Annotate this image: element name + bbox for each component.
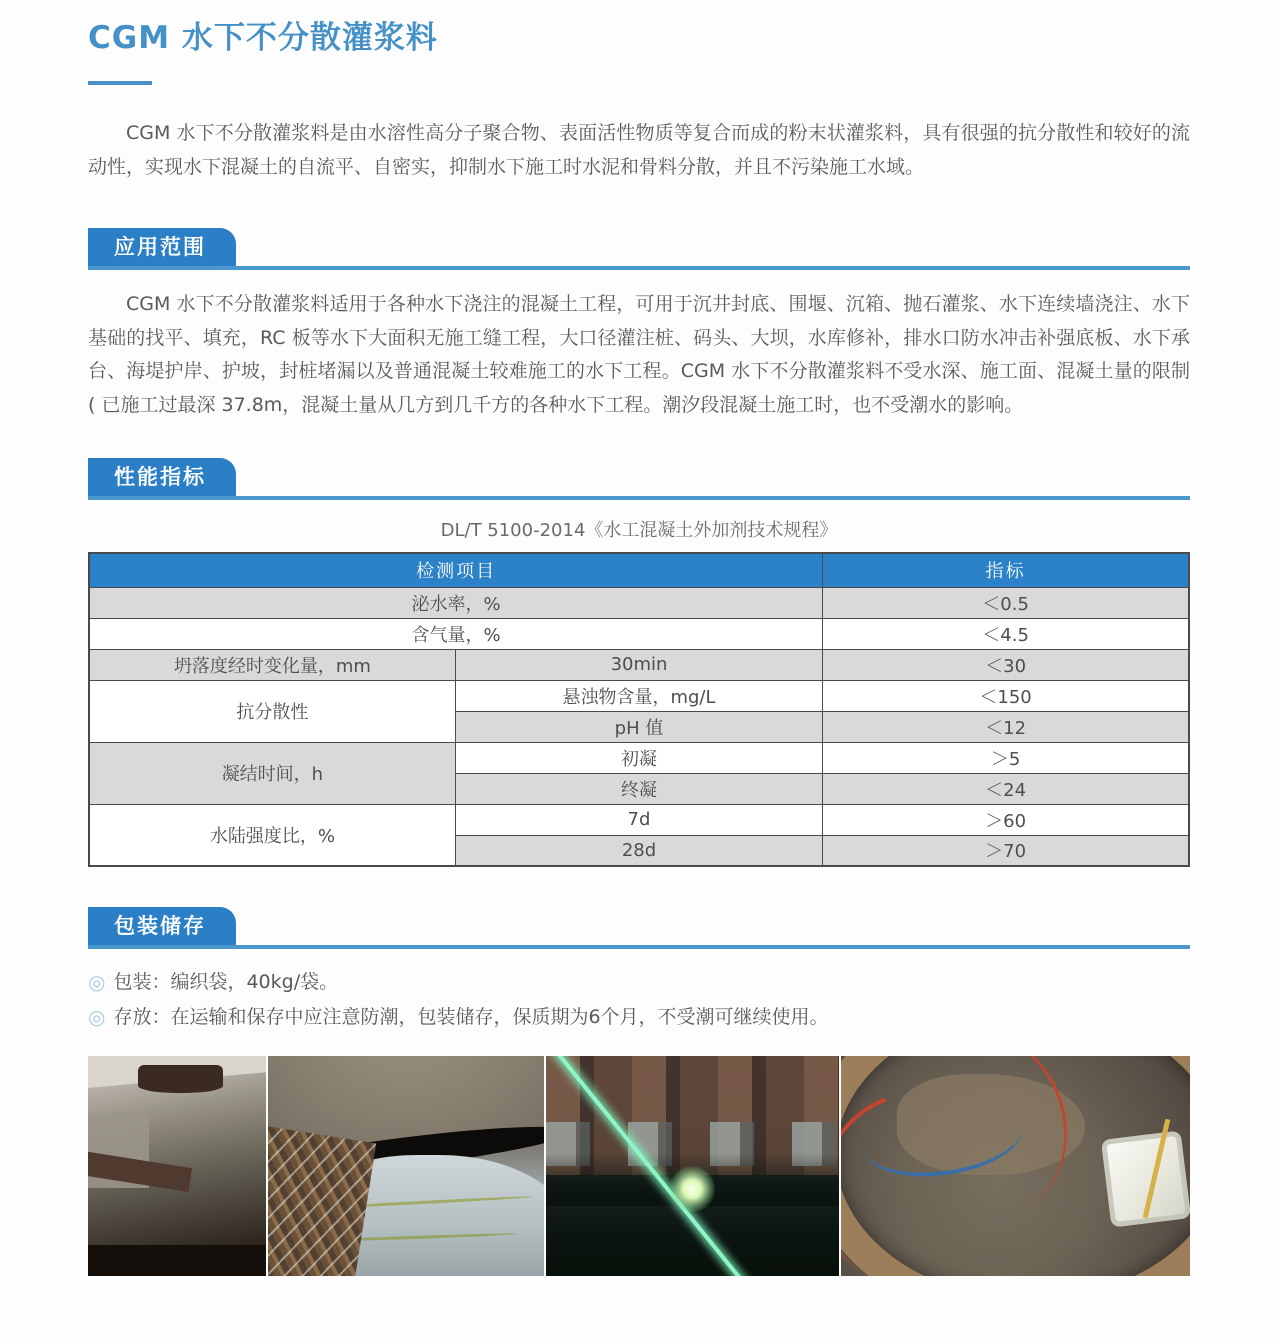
- table-cell: ＞70: [823, 835, 1189, 866]
- table-cell: ＜12: [823, 711, 1189, 742]
- section-head-performance: [88, 458, 1190, 500]
- table-header-row: [89, 553, 1189, 587]
- content-area: [88, 0, 1190, 1276]
- table-cell: 30min: [455, 649, 822, 680]
- table-cell: 悬浊物含量，mg/L: [455, 680, 822, 711]
- table-cell: 抗分散性: [89, 680, 455, 742]
- bullet-text: 存放：在运输和保存中应注意防潮，包装储存，保质期为6个月，不受潮可继续使用。: [113, 1006, 829, 1028]
- intro-paragraph: CGM 水下不分散灌浆料是由水溶性高分子聚合物、表面活性物质等复合而成的粉末状灌浆料，具有很强的抗分散性和较好的流动性，实现水下混凝土的自流平、自密实，抑制水下施工时水泥和骨料分散，并且不污染施工水域。: [88, 122, 1190, 178]
- table-cell: 7d: [455, 804, 822, 835]
- photo-pier-base-closeup: [268, 1056, 544, 1276]
- table-cell: 凝结时间，h: [89, 742, 455, 804]
- photo-caisson-pit: [841, 1056, 1190, 1276]
- double-circle-icon: ◎: [88, 970, 106, 994]
- table-row: [89, 587, 1189, 618]
- table-cell: ＞60: [823, 804, 1189, 835]
- table-row: [89, 618, 1189, 649]
- table-cell: 终凝: [455, 773, 822, 804]
- photo-texture: [138, 1065, 223, 1094]
- table-cell: ＜30: [823, 649, 1189, 680]
- table-row: [89, 804, 1189, 835]
- table-row: [89, 680, 1189, 711]
- packaging-bullets: [88, 965, 1190, 1034]
- performance-table: [88, 552, 1190, 867]
- table-cell: ＞5: [823, 742, 1189, 773]
- photo-pier-column-site: [88, 1056, 266, 1276]
- table-cell: 泌水率，%: [89, 587, 823, 618]
- bullet-text: 包装：编织袋，40kg/袋。: [113, 971, 339, 993]
- table-cell: ＜24: [823, 773, 1189, 804]
- table-cell: 水陆强度比，%: [89, 804, 455, 866]
- table-cell: ＜0.5: [823, 587, 1189, 618]
- table-cell: ＜4.5: [823, 618, 1189, 649]
- title-underline: [88, 81, 152, 85]
- section-badge-packaging: 包装储存: [88, 907, 236, 945]
- table-row: [89, 742, 1189, 773]
- table-cell: 28d: [455, 835, 822, 866]
- photo-texture: [88, 1245, 266, 1276]
- table-cell: pH 值: [455, 711, 822, 742]
- page-title: CGM 水下不分散灌浆料: [88, 20, 438, 56]
- section-badge-performance: 性能指标: [88, 458, 236, 496]
- section-head-packaging: [88, 907, 1190, 949]
- table-row: [89, 649, 1189, 680]
- column-header-index: 指标: [823, 553, 1189, 587]
- table-cell: ＜150: [823, 680, 1189, 711]
- application-paragraph: CGM 水下不分散灌浆料适用于各种水下浇注的混凝土工程，可用于沉井封底、围堰、沉箱、抛石灌浆、水下连续墙浇注、水下基础的找平、填充，RC 板等水下大面积无施工缝工程，大口径灌注桩、码头、大坝，水库修补，排水口防水冲击补强底板、水下承台、海堤护岸、护坡，封桩堵漏以及普通混凝土较难施工的水下工程。CGM 水下不分散灌浆料不受水深、施工面、混凝土量的限制 ( 已施工过最深 37.8m，混凝土量从几方到几千方的各种水下工程。潮汐段混凝土施工时，也不受潮水的影响。: [88, 293, 1190, 416]
- list-item: [88, 1000, 1190, 1034]
- column-header-item: 检测项目: [89, 553, 823, 587]
- photo-strip: [88, 1056, 1190, 1276]
- table-cell: 初凝: [455, 742, 822, 773]
- photo-texture: [154, 1085, 209, 1259]
- performance-standard-subtitle: DL/T 5100-2014《水工混凝土外加剂技术规程》: [440, 520, 838, 541]
- double-circle-icon: ◎: [88, 1005, 106, 1029]
- photo-underwater-laser: [546, 1056, 839, 1276]
- list-item: [88, 965, 1190, 999]
- photo-texture: [669, 1166, 715, 1212]
- table-cell: 坍落度经时变化量，mm: [89, 649, 455, 680]
- table-cell: 含气量，%: [89, 618, 823, 649]
- section-badge-application: 应用范围: [88, 228, 236, 266]
- section-head-application: [88, 228, 1190, 270]
